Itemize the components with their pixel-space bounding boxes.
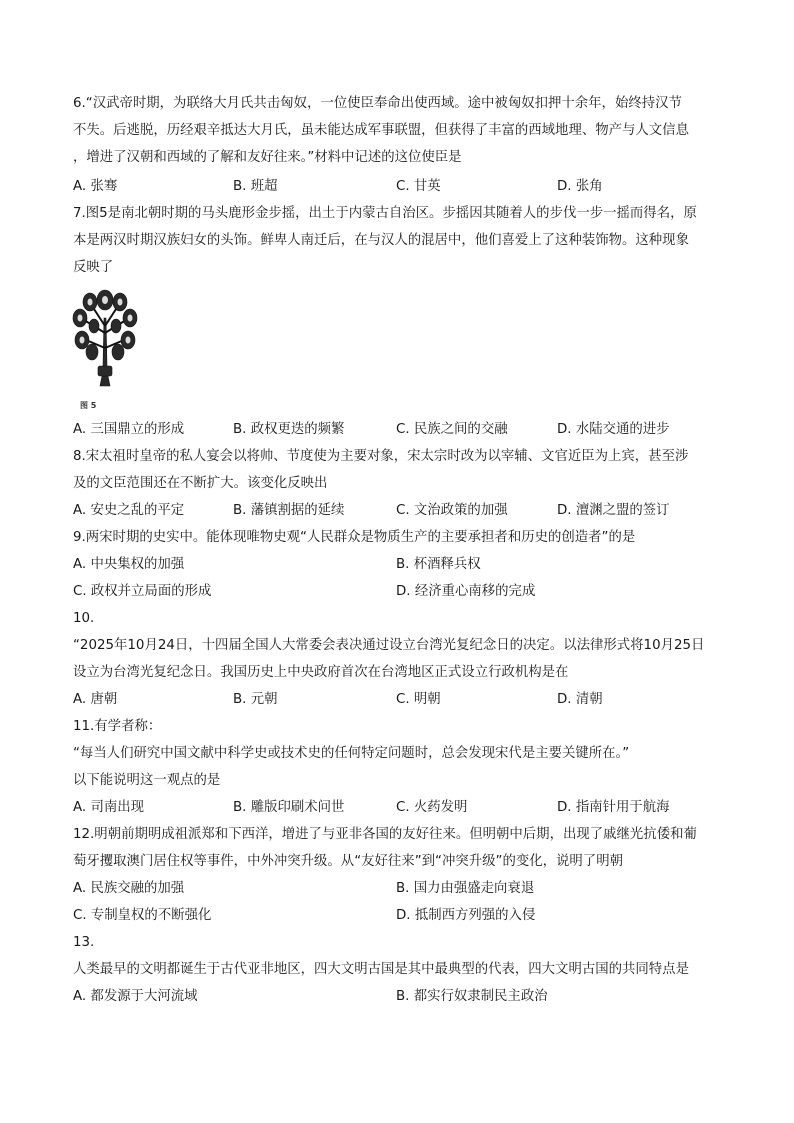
q10-option-a: A. 唐朝 — [73, 692, 118, 707]
q11-option-c: C. 火药发明 — [396, 800, 468, 815]
q11-stem-line-2: “每当人们研究中国文献中科学史或技术史的任何特定问题时，总会发现宋代是主要关键所在。” — [73, 746, 630, 761]
q9-option-a: A. 中央集权的加强 — [73, 557, 185, 572]
q10-stem-line-1: “2025年10月24日，十四届全国人大常委会表决通过设立台湾光复纪念日的决定。以法律形式将10月25日 — [73, 638, 705, 653]
q9-option-c: C. 政权并立局面的形成 — [73, 584, 212, 599]
q11-stem-line-1: 11.有学者称： — [73, 719, 162, 734]
q11-option-b: B. 雕版印刷术问世 — [233, 800, 345, 815]
q10-option-c: C. 明朝 — [396, 692, 441, 707]
q12-option-d: D. 抵制西方列强的入侵 — [396, 908, 536, 923]
q6-option-b: B. 班超 — [233, 179, 278, 194]
q6-option-a: A. 张骞 — [73, 179, 118, 194]
q13-option-b: B. 都实行奴隶制民主政治 — [396, 989, 548, 1004]
figure-caption: 图 5 — [80, 401, 97, 410]
q7-option-b: B. 政权更迭的频繁 — [233, 422, 345, 437]
q10-number: 10. — [73, 611, 95, 626]
q9-option-b: B. 杯酒释兵权 — [396, 557, 481, 572]
q8-stem-line-2: 及的文臣范围还在不断扩大。该变化反映出 — [73, 476, 328, 491]
gold-buyao-figure — [70, 288, 140, 388]
q8-stem-line-1: 8.宋太祖时皇帝的私人宴会以将帅、节度使为主要对象，宋太宗时改为以宰辅、文官近臣为上宾，甚至涉 — [73, 449, 689, 464]
q7-stem-line-1: 7.图5是南北朝时期的马头鹿形金步摇，出土于内蒙古自治区。步摇因其随着人的步伐一步一摇而得名，原 — [73, 206, 697, 221]
q8-option-b: B. 藩镇割据的延续 — [233, 503, 345, 518]
q13-option-a: A. 都发源于大河流域 — [73, 989, 198, 1004]
q13-number: 13. — [73, 935, 95, 950]
q8-option-d: D. 澶渊之盟的签订 — [557, 503, 670, 518]
q11-stem-line-3: 以下能说明这一观点的是 — [73, 773, 221, 788]
q13-stem-line-1: 人类最早的文明都诞生于古代亚非地区，四大文明古国是其中最典型的代表，四大文明古国的共同特点是 — [73, 962, 689, 977]
q7-option-d: D. 水陆交通的进步 — [557, 422, 670, 437]
q8-option-a: A. 安史之乱的平定 — [73, 503, 185, 518]
q8-option-c: C. 文治政策的加强 — [396, 503, 508, 518]
q6-option-d: D. 张角 — [557, 179, 603, 194]
q12-option-a: A. 民族交融的加强 — [73, 881, 185, 896]
q6-stem-line-2: 不失。后逃脱，历经艰辛抵达大月氏，虽未能达成军事联盟，但获得了丰富的西域地理、物产与人文信息 — [73, 123, 689, 138]
q9-stem-line-1: 9.两宋时期的史实中。能体现唯物史观“人民群众是物质生产的主要承担者和历史的创造者”的是 — [73, 530, 636, 545]
q6-option-c: C. 甘英 — [396, 179, 441, 194]
q10-option-b: B. 元朝 — [233, 692, 278, 707]
q6-stem-line-3: ，增进了汉朝和西域的了解和友好往来。”材料中记述的这位使臣是 — [73, 150, 462, 165]
q7-option-a: A. 三国鼎立的形成 — [73, 422, 185, 437]
q7-stem-line-2: 本是两汉时期汉族妇女的头饰。鲜卑人南迁后，在与汉人的混居中，他们喜爱上了这种装饰物。这种现象 — [73, 233, 689, 248]
q10-option-d: D. 清朝 — [557, 692, 603, 707]
q12-option-b: B. 国力由强盛走向衰退 — [396, 881, 535, 896]
q12-stem-line-2: 萄牙攫取澳门居住权等事件，中外冲突升级。从“友好往来”到“冲突升级”的变化，说明了明朝 — [73, 854, 623, 869]
q7-option-c: C. 民族之间的交融 — [396, 422, 508, 437]
q9-option-d: D. 经济重心南移的完成 — [396, 584, 536, 599]
q7-stem-line-3: 反映了 — [73, 260, 114, 275]
q6-stem-line-1: 6.“汉武帝时期，为联络大月氏共击匈奴，一位使臣奉命出使西域。途中被匈奴扣押十余年，始终持汉节 — [73, 96, 682, 111]
q11-option-a: A. 司南出现 — [73, 800, 144, 815]
q12-option-c: C. 专制皇权的不断强化 — [73, 908, 212, 923]
q10-stem-line-2: 设立为台湾光复纪念日。我国历史上中央政府首次在台湾地区正式设立行政机构是在 — [73, 665, 569, 680]
q11-option-d: D. 指南针用于航海 — [557, 800, 670, 815]
q12-stem-line-1: 12.明朝前期明成祖派郑和下西洋，增进了与亚非各国的友好往来。但明朝中后期，出现了戚继光抗倭和葡 — [73, 827, 697, 842]
